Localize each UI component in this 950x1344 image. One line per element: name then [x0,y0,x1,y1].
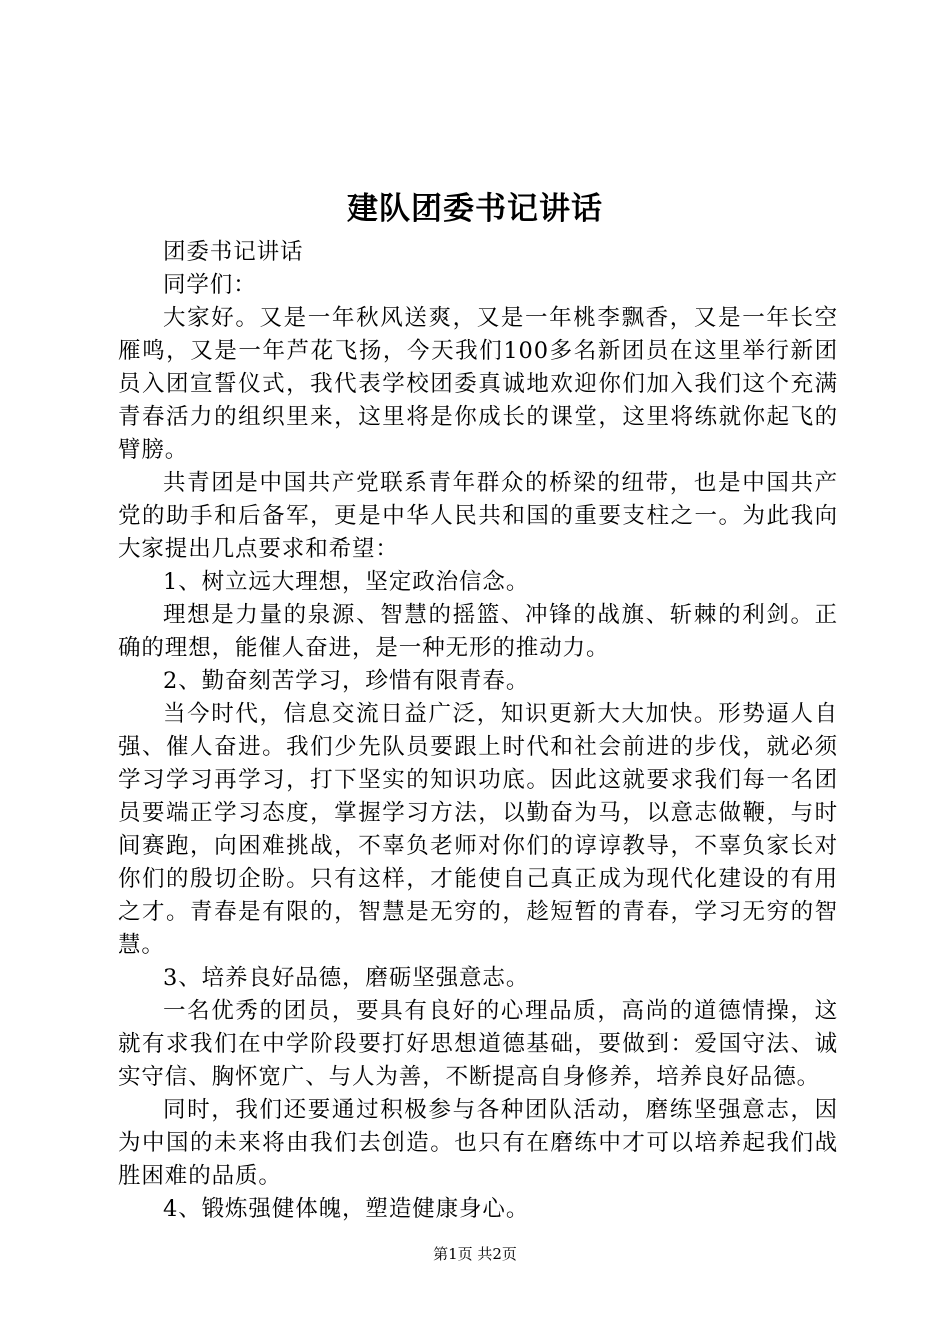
document-title: 建队团委书记讲话 [347,191,603,227]
page-number-footer: 第1页 共2页 [433,1245,517,1263]
paragraph: 共青团是中国共产党联系青年群众的桥梁的纽带，也是中国共产党的助手和后备军，更是中华人民共和国的重要支柱之一。为此我向大家提出几点要求和希望： [118,470,838,562]
paragraph: 当今时代，信息交流日益广泛，知识更新大大加快。形势逼人自强、催人奋进。我们少先队员要跟上时代和社会前进的步伐，就必须学习学习再学习，打下坚实的知识功底。因此这就要求我们每一名团员要端正学习态度，掌握学习方法，以勤奋为马，以意志做鞭，与时间赛跑，向困难挑战，不辜负老师对你们的谆谆教导，不辜负家长对你们的殷切企盼。只有这样，才能使自己真正成为现代化建设的有用之才。青春是有限的，智慧是无穷的，趁短暂的青春，学习无穷的智慧。 [118,701,838,958]
paragraph: 理想是力量的泉源、智慧的摇篮、冲锋的战旗、斩棘的利剑。正确的理想，能催人奋进，是一种无形的推动力。 [118,602,838,661]
paragraph: 同时，我们还要通过积极参与各种团队活动，磨练坚强意志，因为中国的未来将由我们去创造。也只有在磨练中才可以培养起我们战胜困难的品质。 [118,1097,838,1189]
paragraph: 一名优秀的团员，要具有良好的心理品质，高尚的道德情操，这就有求我们在中学阶段要打好思想道德基础，要做到：爱国守法、诚实守信、胸怀宽广、与人为善，不断提高自身修养，培养良好品德。 [118,998,838,1090]
section-heading: 3、培养良好品德，磨砺坚强意志。 [163,965,530,991]
section-heading: 1、树立远大理想，坚定政治信念。 [163,569,530,595]
paragraph-salutation: 同学们： [163,272,257,298]
section-heading: 2、勤奋刻苦学习，珍惜有限青春。 [163,668,530,694]
section-heading: 4、锻炼强健体魄，塑造健康身心。 [163,1196,530,1222]
document-body [118,236,838,1226]
paragraph: 大家好。又是一年秋风送爽，又是一年桃李飘香，又是一年长空雁鸣，又是一年芦花飞扬，今天我们100多名新团员在这里举行新团员入团宣誓仪式，我代表学校团委真诚地欢迎你们加入我们这个充满青春活力的组织里来，这里将是你成长的课堂，这里将练就你起飞的臂膀。 [118,305,838,463]
paragraph-subtitle: 团委书记讲话 [163,239,304,265]
